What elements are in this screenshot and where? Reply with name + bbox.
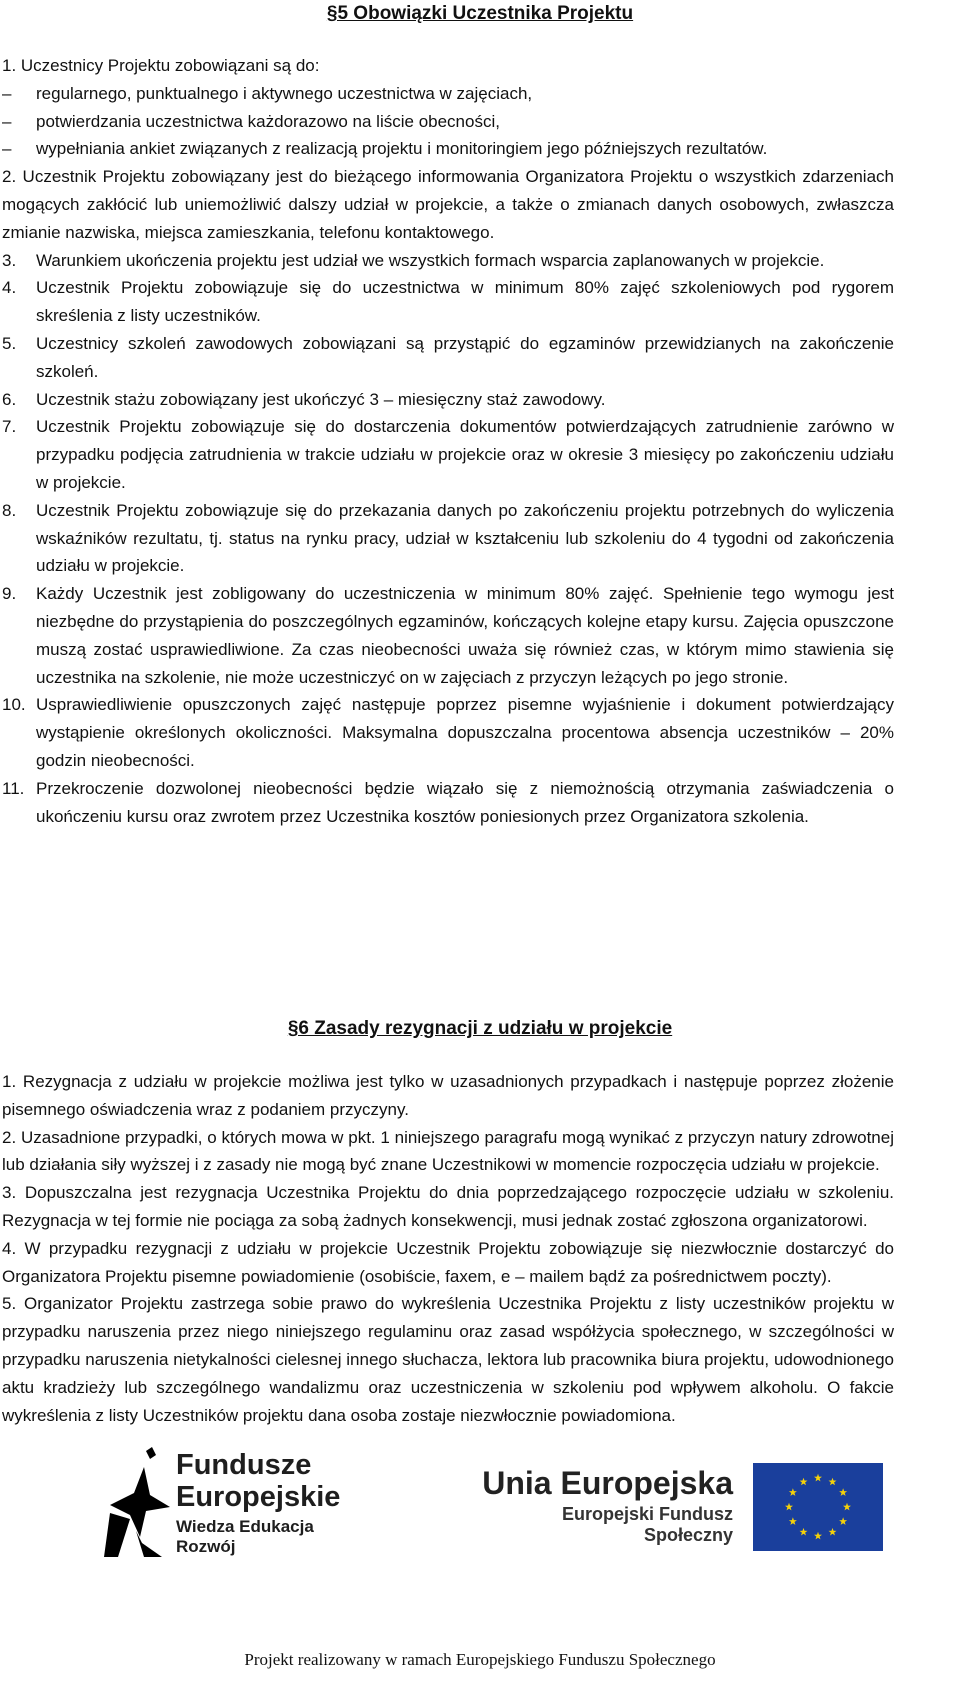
bullet-text: regularnego, punktualnego i aktywnego uczestnictwa w zajęciach, — [36, 83, 533, 103]
item-number: 4. — [2, 278, 17, 298]
section-6-title-text: §6 Zasady rezygnacji z udziału w projekcie — [287, 1018, 673, 1039]
item-number: 11. — [2, 778, 25, 798]
dash-bullet-icon: – — [2, 83, 12, 103]
section-6-paragraph: 1. Rezygnacja z udziału w projekcie możliwa jest tylko w uzasadnionych przypadkach i następuje poprzez złożenie pisemnego oświadczenia wraz z podaniem przyczyny. — [2, 1072, 894, 1119]
bullet-item — [2, 108, 894, 136]
section-5-body — [2, 52, 894, 830]
list-item — [2, 497, 894, 580]
item-text: Warunkiem ukończenia projektu jest udział we wszystkich formach wsparcia zaplanowanych w projekcie. — [36, 250, 825, 270]
fe-line-1: Fundusze — [176, 1449, 312, 1481]
list-item — [2, 274, 894, 330]
item-text: Uczestnicy szkoleń zawodowych zobowiązani są przystąpić do egzaminów przewidzianych na zakończenie szkoleń. — [36, 333, 894, 381]
item-number: 10. — [2, 695, 26, 715]
item-text: Uczestnik Projektu zobowiązuje się do dostarczenia dokumentów potwierdzających zatrudnienie zarówno w przypadku podjęcia zatrudnienia w trakcie udziału w projekcie oraz w okresie 3 miesięcy po zakończeniu udziału w projekcie. — [36, 417, 894, 492]
logo-strip — [0, 1445, 960, 1595]
bullet-item — [2, 135, 894, 163]
list-item — [2, 580, 894, 691]
list-item — [2, 330, 894, 386]
item-text: Uczestnik stażu zobowiązany jest ukończyć 3 – miesięczny staż zawodowy. — [36, 389, 606, 409]
item-text: Przekroczenie dozwolonej nieobecności będzie wiązało się z niemożnością otrzymania zaświadczenia o ukończeniu kursu oraz zwrotem przez Uczestnika kosztów poniesionych przez Organizatora szkolenia. — [36, 778, 894, 826]
item-number: 9. — [2, 584, 17, 604]
section-6-paragraph: 3. Dopuszczalna jest rezygnacja Uczestnika Projektu do dnia poprzedzającego rozpoczęcie udziału w szkoleniu. Rezygnacja w tej formie nie pociąga za sobą żadnych konsekwencji, musi jednak zostać zgłoszona organizatorowi. — [2, 1183, 894, 1230]
item-number: 7. — [2, 417, 17, 437]
fe-line-2: Europejskie — [176, 1481, 341, 1513]
list-item — [2, 386, 894, 414]
fe-star-icon — [100, 1445, 170, 1565]
list-item — [2, 247, 894, 275]
section-5-item-2: 2. Uczestnik Projektu zobowiązany jest do bieżącego informowania Organizatora Projektu o wszystkich zdarzeniach mogących zakłócić lub uniemożliwić dalszy udział w projekcie, a także o zmianach danych osobowych, zwłaszcza zmianie nazwiska, miejsca zamieszkania, telefonu kontaktowego. — [2, 167, 894, 242]
section-6-body — [2, 1068, 894, 1429]
item-text: Każdy Uczestnik jest zobligowany do uczestniczenia w minimum 80% zajęć. Spełnienie tego wymogu jest niezbędne do przystąpienia do poszczególnych egzaminów, kończących kolejne etapy kursu. Zajęcia opuszczone muszą zostać usprawiedliwione. Za czas nieobecności uważa się również czas, w którym mimo stawienia się uczestnika na szkolenie, nie może uczestniczyć on w zajęciach z przyczyn leżących po jego stronie. — [36, 584, 894, 687]
dash-bullet-icon: – — [2, 111, 12, 131]
ue-title: Unia Europejska — [482, 1465, 733, 1501]
item-text: Usprawiedliwienie opuszczonych zajęć następuje poprzez pisemne wyjaśnienie i dokument potwierdzający wystąpienie określonych okoliczności. Maksymalna dopuszczalna procentowa absencja uczestników – 20% godzin nieobecności. — [36, 695, 894, 770]
list-item — [2, 413, 894, 496]
item-number: 8. — [2, 500, 17, 520]
section-5-title: §5 Obowiązki Uczestnika Projektu — [326, 3, 634, 24]
fe-logo-text — [176, 1449, 360, 1557]
unia-europejska-logo — [478, 1463, 890, 1573]
list-item — [2, 775, 894, 831]
eu-flag-icon — [753, 1463, 883, 1551]
ue-subtitle: Europejski Fundusz Społeczny — [561, 1504, 733, 1545]
item-text: Uczestnik Projektu zobowiązuje się do przekazania danych po zakończeniu projektu potrzebnych do wyliczenia wskaźników rezultatu, tj. status na rynku pracy, udział w kształceniu lub szkoleniu do 4 tygodni od zakończenia udziału w projekcie. — [36, 500, 894, 576]
section-6-title — [0, 1018, 960, 1040]
item-number: 5. — [2, 333, 17, 353]
item-number: 3. — [2, 250, 17, 270]
item-text: Uczestnik Projektu zobowiązuje się do uczestnictwa w minimum 80% zajęć szkoleniowych pod rygorem skreślenia z listy uczestników. — [36, 278, 894, 326]
item-number: 6. — [2, 389, 17, 409]
fundusze-europejskie-logo — [100, 1445, 360, 1575]
list-item — [2, 691, 894, 774]
bullet-item — [2, 80, 894, 108]
dash-bullet-icon: – — [2, 139, 12, 159]
section-6-paragraph: 2. Uzasadnione przypadki, o których mowa w pkt. 1 niniejszego paragrafu mogą wynikać z przyczyn natury zdrowotnej lub działania siły wyższej i z zasady nie mogą być znane Uczestnikowi w momencie rozpoczęcia udziału w projekcie. — [2, 1127, 894, 1175]
bullet-text: wypełniania ankiet związanych z realizacją projektu i monitoringiem jego późniejszych rezultatów. — [36, 139, 768, 159]
section-5-intro: 1. Uczestnicy Projektu zobowiązani są do: — [2, 56, 320, 75]
fe-line-3: Wiedza Edukacja Rozwój — [176, 1517, 314, 1556]
section-6-paragraph: 5. Organizator Projektu zastrzega sobie prawo do wykreślenia Uczestnika Projektu z listy uczestników projektu w przypadku naruszenia przez niego niniejszego regulaminu oraz zasad współżycia społecznego, w szczególności w przypadku naruszenia nietykalności cielesnej innego słuchacza, lektora lub pracownika biura projektu, udowodnionego aktu kradzieży lub szczególnego wandalizmu oraz uczestniczenia w szkoleniu pod wpływem alkoholu. O fakcie wykreślenia z listy Uczestników projektu dana osoba zostaje niezwłocznie powiadomiona. — [2, 1294, 894, 1425]
ue-logo-text — [478, 1465, 733, 1546]
section-6-paragraph: 4. W przypadku rezygnacji z udziału w projekcie Uczestnik Projektu zobowiązuje się niezwłocznie dostarczyć do Organizatora Projektu pisemne powiadomienie (osobiście, faxem, e – mailem bądź za pośrednictwem poczty). — [2, 1238, 894, 1286]
bullet-text: potwierdzania uczestnictwa każdorazowo na liście obecności, — [36, 111, 500, 131]
footer-note: Projekt realizowany w ramach Europejskiego Funduszu Społecznego — [244, 1650, 716, 1669]
